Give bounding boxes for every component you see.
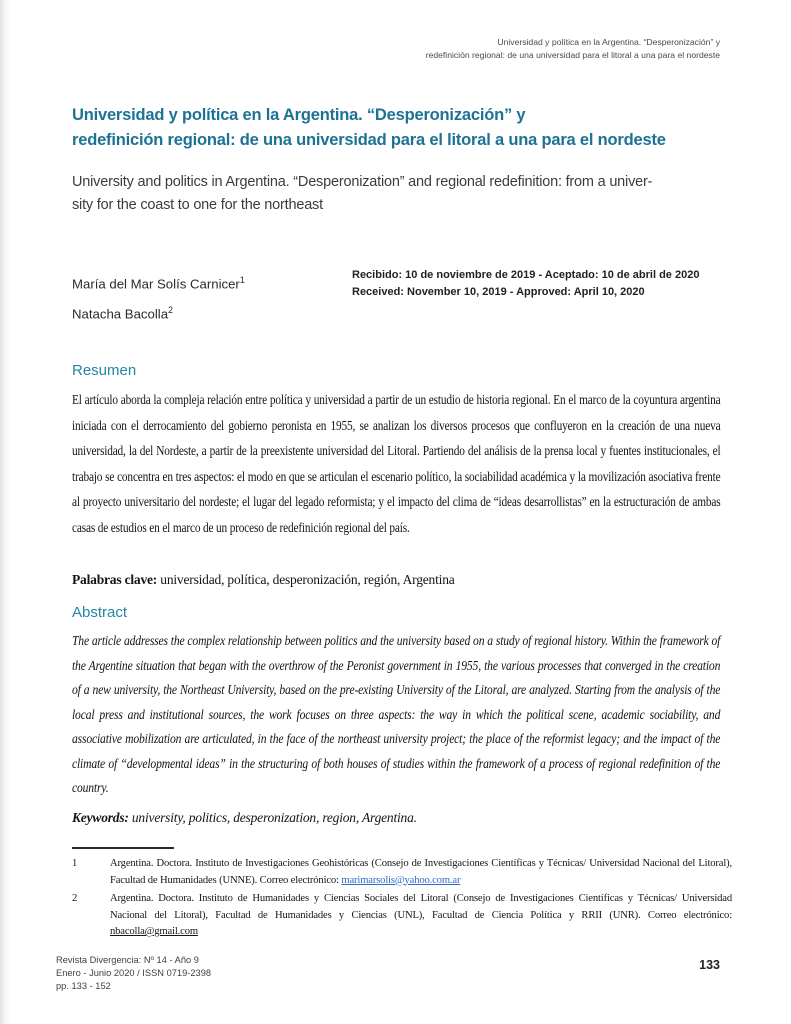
author-name: María del Mar Solís Carnicer$^1$ bbox=[72, 275, 245, 292]
page-edge-shadow bbox=[0, 0, 10, 1024]
page-number: 133 bbox=[699, 958, 720, 972]
running-head bbox=[426, 36, 720, 62]
author-name: Natacha Bacolla$^2$ bbox=[72, 305, 174, 322]
footnote-1 bbox=[72, 856, 732, 889]
authors-block bbox=[72, 267, 245, 328]
dates-line-es: Recibido: 10 de noviembre de 2019 - Aceptado: 10 de abril de 2020 bbox=[352, 269, 700, 281]
running-head-line: Universidad y política en la Argentina. “Desperonización” y bbox=[497, 37, 720, 47]
footer-line: Enero - Junio 2020 / ISSN 0719-2398 bbox=[56, 968, 212, 978]
footer-line: Revista Divergencia: Nº 14 - Año 9 bbox=[56, 955, 199, 965]
footnote-email-link[interactable]: marimarsolis@yahoo.com.ar bbox=[341, 874, 461, 886]
article-title-en bbox=[72, 171, 742, 217]
title-line: Universidad y política en la Argentina. “Desperonización” y bbox=[72, 106, 526, 124]
footnote-2 bbox=[72, 891, 732, 941]
article-title-es bbox=[72, 103, 732, 153]
footnote-divider bbox=[72, 847, 174, 849]
footer-line: pp. 133 - 152 bbox=[56, 981, 111, 991]
footnote-number: 2 bbox=[72, 893, 78, 904]
received-accepted-dates bbox=[352, 267, 699, 301]
keywords-list: university, politics, desperonization, region, Argentina. bbox=[128, 810, 417, 825]
journal-footer bbox=[56, 954, 211, 993]
palabras-clave-label: Palabras clave: bbox=[72, 572, 158, 587]
palabras-clave-list: universidad, política, desperonización, región, Argentina bbox=[157, 572, 455, 587]
keywords bbox=[72, 810, 722, 826]
subtitle-line: University and politics in Argentina. “Desperonization” and regional redefinition: from a univer- bbox=[72, 174, 653, 190]
footnote-text: Argentina. Doctora. Instituto de Investigaciones Geohistóricas (Consejo de Investigaciones Científicas y Técnicas/ Universidad Nacional del Litoral), Facultad de Humanidades (UNNE). Correo electrónico: bbox=[110, 858, 732, 886]
resumen-text: El artículo aborda la compleja relación entre política y universidad a partir de un estudio de historia regional. En el marco de la coyuntura argentina iniciada con el derrocamiento del gobierno peronista en 1955, se analizan los diversos procesos que confluyeron en la creación de una nueva universidad, la del Nordeste, a partir de la preexistente universidad del Litoral. Partiendo del análisis de la prensa local y fuentes institucionales, el trabajo se concentra en tres aspectos: el modo en que se articulan el escenario político, la sociabilidad académica y la movilización asociativa frente al proyecto universitario del nordeste; el lugar del legado reformista; y el impacto del clima de “ideas desarrollistas” en la estructuración de ambas casas de estudios en el marco de un proceso de redefinición regional del país. bbox=[72, 392, 721, 535]
keywords-label: Keywords: bbox=[72, 810, 129, 825]
palabras-clave bbox=[72, 572, 722, 588]
subtitle-line: sity for the coast to one for the northeast bbox=[72, 197, 323, 213]
abstract-text: The article addresses the complex relationship between politics and the university based on a study of regional history. Within the framework of the Argentine situation that began with the overthrow of the Peronist government in 1955, the various processes that converged in the creation of a new university, the Northeast University, based on the pre-existing University of the Litoral, are analyzed. Starting from the analysis of the local press and institutional sources, the work focuses on three aspects: the way in which the political scene, academic sociability, and associative mobilization are articulated, in the face of the northeast university project; the place of the reformist legacy; and the impact of the climate of “developmental ideas” in the structuring of both houses of studies within the framework of a process of regional redefinition of the country. bbox=[72, 633, 721, 795]
running-head-line: redefinición regional: de una universidad para el litoral a una para el nordeste bbox=[425, 50, 720, 60]
footnote-email-link[interactable]: nbacolla@gmail.com bbox=[110, 926, 198, 937]
abstract-heading: Abstract bbox=[72, 604, 128, 621]
footnote-ref: 1 bbox=[239, 275, 245, 285]
dates-line-en: Received: November 10, 2019 - Approved: April 10, 2020 bbox=[352, 286, 645, 298]
footnote-ref: 2 bbox=[168, 305, 174, 316]
title-line: redefinición regional: de una universidad para el litoral a una para el nordeste bbox=[72, 131, 666, 149]
footnote-text: Argentina. Doctora. Instituto de Humanidades y Ciencias Sociales del Litoral (Consejo de Investigaciones Científicas y Técnicas/ Universidad Nacional del Litoral), Facultad de Humanidades y Ciencias (UNL), Facultad de Ciencia Política y RRII (UNR). Correo electrónico: bbox=[110, 893, 732, 921]
footnote-number: 1 bbox=[72, 858, 78, 869]
resumen-heading: Resumen bbox=[72, 362, 137, 379]
